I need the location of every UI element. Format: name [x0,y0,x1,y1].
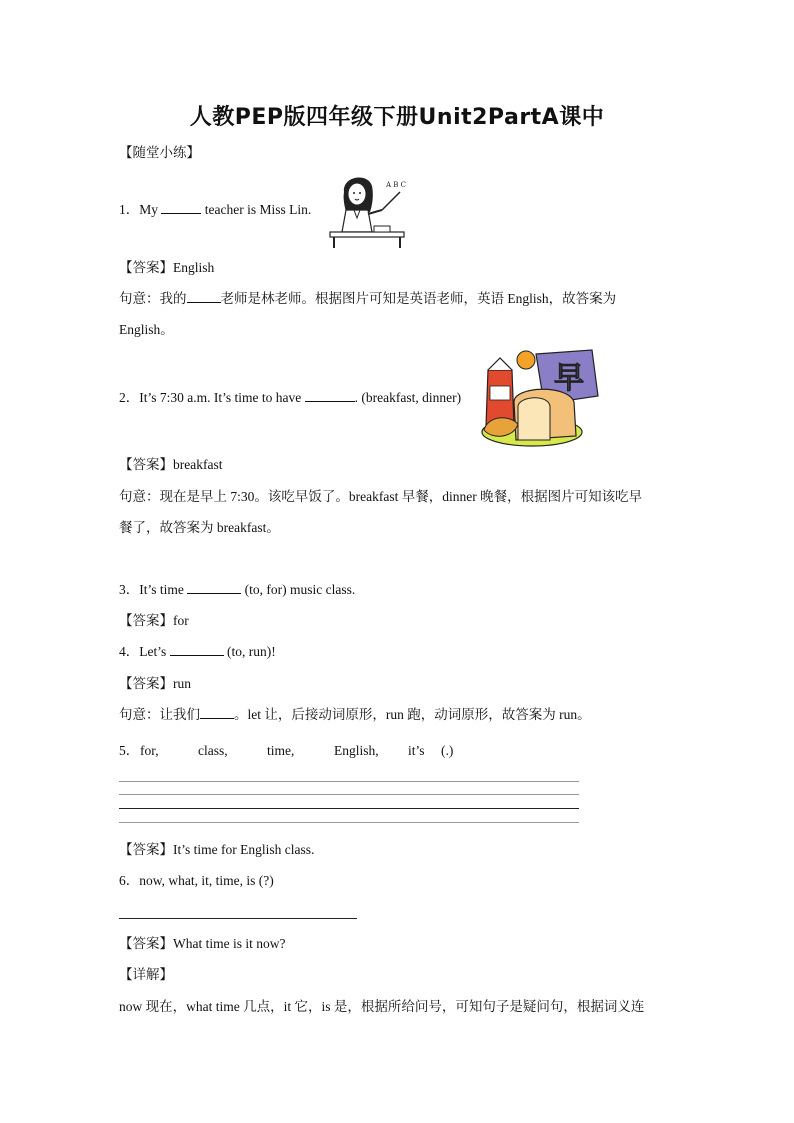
question-number: 6． [119,873,140,888]
teacher-image [326,170,418,250]
explanation-2: 句意：现在是早上 7:30。该吃早饭了。breakfast 早餐，dinner 晚餐，根据图片可知该吃早 [119,489,643,504]
question-text-after: (to, run)! [227,644,276,659]
word-4: English, [334,743,379,758]
explanation-1 [119,289,616,309]
question-number: 2． [119,390,140,405]
abc-label: A B C [386,181,407,189]
answer-tag: 【答案】 [119,842,173,858]
question-number: 4． [119,644,140,659]
page-title: 人教PEP版四年级下册Unit2PartA课中 [189,105,605,130]
answer-tag: 【答案】 [119,613,173,629]
question-4 [119,642,276,662]
answer-line-5 [119,840,314,860]
word-6: (.) [441,743,454,758]
detail-text: now 现在，what time 几点，it 它，is 是，根据所给问号，可知句子是疑问句，根据词义连 [119,999,645,1014]
question-2 [119,388,461,408]
explanation-4 [119,705,591,725]
question-text-after: . (breakfast, dinner) [354,390,462,405]
explanation-text: 老师是林老师。根据图片可知是英语老师，英语 English，故答案为 [220,291,617,306]
explanation-2-line-2: 餐了，故答案为 breakfast。 [119,520,280,535]
answer-text: for [173,613,189,628]
question-text-before: My [139,202,159,217]
explanation-1-line-2: English。 [119,322,174,337]
detail-label: 【详解】 [119,967,173,983]
question-prompt: now, what, it, time, is (?) [139,873,274,888]
question-6 [119,871,274,891]
answer-tag: 【答案】 [119,457,173,473]
question-3 [119,580,355,600]
explanation-blank [200,706,234,719]
answer-tag: 【答案】 [119,260,173,276]
section-label: 【随堂小练】 [119,145,200,161]
writing-line[interactable] [119,781,579,782]
answer-text: run [173,676,191,691]
word-2: class, [198,743,228,758]
question-text-after: teacher is Miss Lin. [204,202,312,217]
answer-tag: 【答案】 [119,676,173,692]
word-5: it’s [408,743,425,758]
answer-line-6 [119,934,285,954]
question-text-before: Let’s [139,644,167,659]
answer-line-4 [119,674,191,694]
answer-writing-line[interactable] [119,918,357,919]
answer-blank[interactable] [170,643,224,656]
word-3: time, [267,743,295,758]
question-5-number: 5． [119,743,140,758]
explanation-text: 句意：我的 [119,291,187,306]
answer-text: English [173,260,215,275]
answer-text: breakfast [173,457,223,472]
answer-line-3 [119,611,189,631]
question-text-before: It’s 7:30 a.m. It’s time to have [139,390,302,405]
answer-blank[interactable] [305,389,355,402]
question-number: 1． [119,202,140,217]
question-text-before: It’s time [139,582,184,597]
word-1: for, [140,743,159,758]
answer-line-1 [119,258,214,278]
character-label: 早 [554,361,584,396]
explanation-text: 。let 让，后接动词原形，run 跑，动词原形，故答案为 run。 [234,707,591,722]
explanation-blank [187,290,221,303]
breakfast-image [474,346,604,450]
answer-tag: 【答案】 [119,936,173,952]
question-text-after: (to, for) music class. [244,582,356,597]
writing-baseline[interactable] [119,808,579,809]
answer-blank[interactable] [187,581,241,594]
explanation-text: 句意：让我们 [119,707,200,722]
answer-line-2 [119,455,222,475]
answer-text: It’s time for English class. [173,842,315,857]
answer-blank[interactable] [161,201,201,214]
writing-line[interactable] [119,794,579,795]
question-number: 3． [119,582,140,597]
answer-text: What time is it now? [173,936,286,951]
question-1 [119,200,311,220]
writing-line[interactable] [119,822,579,823]
